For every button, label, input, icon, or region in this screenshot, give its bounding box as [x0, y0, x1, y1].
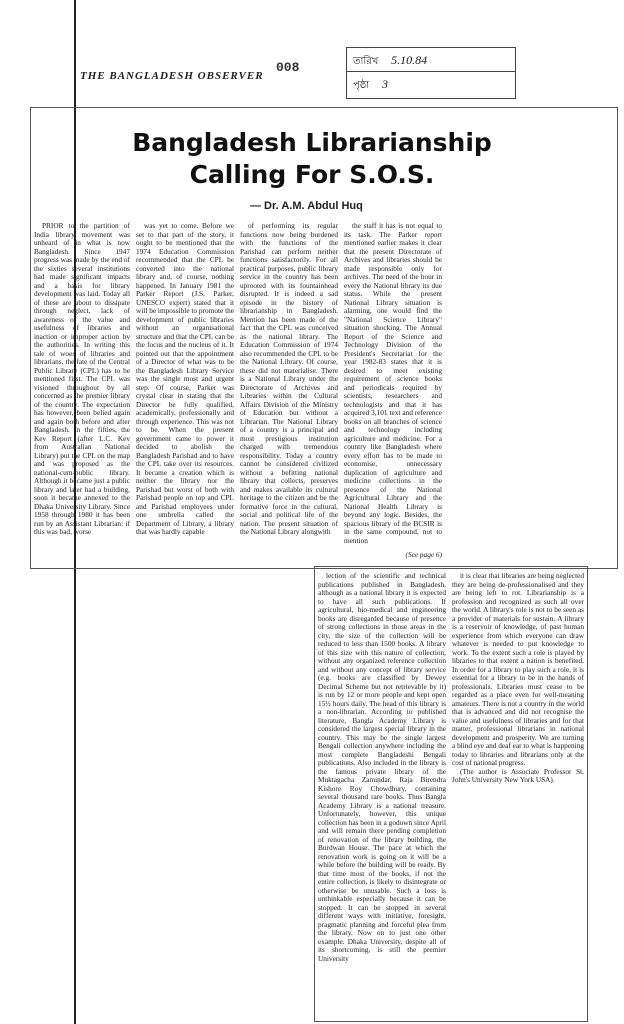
- page-value: 3: [381, 77, 388, 91]
- article-column-3: [240, 222, 338, 562]
- headline-line-2: Calling For S.O.S.: [189, 160, 435, 189]
- author-note: (The author is Associate Professor St. John's University New York USA).: [452, 766, 584, 784]
- page-label: পৃষ্ঠা: [353, 80, 370, 91]
- newspaper-masthead: THE BANGLADESH OBSERVER: [80, 70, 264, 82]
- column-2-text: was yet to come. Before we set to that part of the story, it ought to be mentioned that the 1974 Education Commission recommended that the CPL be converted into the national library and, of course, nothing happened. In January 1981 the Parker Report (J.S. Parker, UNESCO expert) stated that it will be impossible to promote the development of public libraries without an organisational structure and that the CPL can be the focus and the nucleus of it. It pointed out that the appointment of a Director of what was to be the Bangladesh Library Service was the single most and urgent step. Of course, Parker was crystal clear in stating that the Director be fully qualified, academically, professionally and through experience. This was not to be. When the present government came to power it decided to abolish the Bangladesh Parishad and to have the CPL take over its resources. It became a creation which is neither the library nor the Parishad but worst of both with Parishad people on top and CPL and Parishad employees under one umbrella called the Department of Library, a library that was hardly capable: [136, 222, 234, 536]
- byline: — Dr. A.M. Abdul Huq: [250, 200, 363, 212]
- column-6-text: it is clear that libraries are being neglected they are being de-professionalised and they are being left to rot. Librarianship is a profession and recognized as such all over the world. A library's role is not to be seen as a provider of materials for sustain. A library is a reservoir of knowledge, of past human experience from which everyone can draw whatever is needed to put knowledge to work. To the extent such a role is played by libraries to that extent a nation is benefited. In order for a library to play such a role, it is essential for a library to be in the hands of professionals. Libraries must cease to be regarded as a place even for well-meaning amateurs. There is not a country in the world that is advanced and did not recognise the value and usefulness of libraries and for that matter, professional librarians in national development and prosperity. We are turning a blind eye and deaf ear to what is happening today to libraries and librarians only at the cost of national progress.: [452, 572, 584, 767]
- article-column-6: [452, 572, 584, 972]
- column-3-text: of performing its regular functions now being burdened with the functions of the Parishad can perform neither functions satisfactorily. For all practical purposes, public library service in the country has been uprooted with its fountainhead disrupted. It is indeed a sad episode in the history of librarianship in Bangladesh. Mention has been made of the fact that the CPL was conceived as the national library. The Education Commission of 1974 also recommended the CPL to be the National Library. Of course, these did not materialise. There is a National Library under the Directorate of Archives and Libraries within the Cultural Affairs Division of the Ministry of Education but without a Librarian. The National Library of a country is a principal and most prestigious institution charged with tremendous responsibility. Today a country cannot be considered civilized without a befitting national library that collects, preserves and makes available its cultural heritage to the citizen and be the formative force in the cultural, social and political life of the nation. The present situation of the National Library alongwith: [240, 222, 338, 536]
- article-column-4: [344, 222, 442, 550]
- article-column-2: [136, 222, 234, 562]
- headline-line-1: Bangladesh Librarianship: [132, 128, 492, 157]
- date-stamp: [346, 47, 516, 99]
- column-1-text: PRIOR to the partition of India library movement was unheard of in what is now Bangladesh. Since 1947 progress was made by the end of the sixties several institutions had made significant impacts and a basis for library development was laid. Today all of these are about to dissipate through neglect, lack of awareness of the value and usefulness of libraries and inaction or improper action by the authorities. In writing this tale of woes of libraries and librarians, the fate of the Central Public Library (CPL) has to be mentioned first. The CPL was visioned throughout by all concerned as the premier library of the country. The expectation has however, been belied again and again both before and after Bangladesh. In the fifties, the Kev Report (after L.C. Kev from Australian National Library) put the CPL on the map and was proposed as the national-cum-public library. Although it became just a public library and later had a building, soon it became annexed to the Dhaka University Library. Since 1958 through 1980 it has been run by an Assistant Librarian: if this was bad, worse: [34, 222, 130, 536]
- clipping-number: 008: [276, 60, 300, 75]
- date-row: [347, 48, 515, 72]
- column-5-text: lection of the scientific and technical publications published in Bangladesh, although as a national library it is expected to have all such publications. If agricultural, bio-medical and engineering books are disregarded because of presence of strong collections in those areas in the city, the size of the collection will be reduced to less than 1500 books. A library of this size with this nature of collection, without any organized reference collection and without any concept of library service (e.g. books are classified by Dewey Decimal Scheme but not retrievable by it) is run by 12 or more people and kept open 15½ hours daily. The head of this library is a non-librarian. According to published literature, Bangla Academy Library is considered the largest special library in the country. This may be the single largest Bengali collection anywhere including the most complete Bangladeshi Bengali publications. Also included in the library is the famous private library of the Muktagacha Zamindar, Raja Birendra Kishore Roy Chowdhury, containing several thousand rare books. Thus Bangla Academy Library is a national treasure. Unfortunately, however, this unique collection has been in a godown since April and will remain there pending completion of renovation of the library building, the Burdwan House. The pace at which the renovation work is going on it will be a while before the building will be ready. By that time most of the books, if not the entire collection, is likely to disintegrate or otherwise be unusable. Such a loss is unthinkable especially because it can be stopped. It can be stopped in several different ways with initiative, foresight, pragmatic planning and forceful plea from the library. Now on to just one other example. Dhaka University, despite all of its shortcoming, is still the premier University: [318, 572, 446, 963]
- date-value: 5.10.84: [391, 53, 428, 67]
- page-row: [347, 72, 515, 96]
- date-label: তারিখ: [353, 56, 379, 67]
- article-column-1: [34, 222, 130, 562]
- article-column-5: [318, 572, 446, 1018]
- column-4-text: the staff it has is not equal to its task. The Parker report mentioned earlier makes it clear that the present Directorate of Archives and libraries should be made responsible only for archives. The need of the hour in every the National library its due status. While the present National Library situation is alarming, one would find the "National Science Library" situation shocking. The Annual Report of the Science and Technology Division of the President's Secretariat for the year 1982-83 states that it is desired to meet existing requirement of science books and periodicals required by scientists, researchers and technologists and that it has acquired 3,101 text and reference books on all branches of science and technology including agriculture and medicine. For a country like Bangladesh where every effort has to be made to economise, unnecessary duplication of agriculture and medicine collections in the presence of the National Agricultural Library and the National Health Library is beyond any logic. Besides, the spacious library of the BCSIR is in the same compound, not to mention: [344, 222, 442, 545]
- see-page-note: (See page 6): [405, 551, 442, 559]
